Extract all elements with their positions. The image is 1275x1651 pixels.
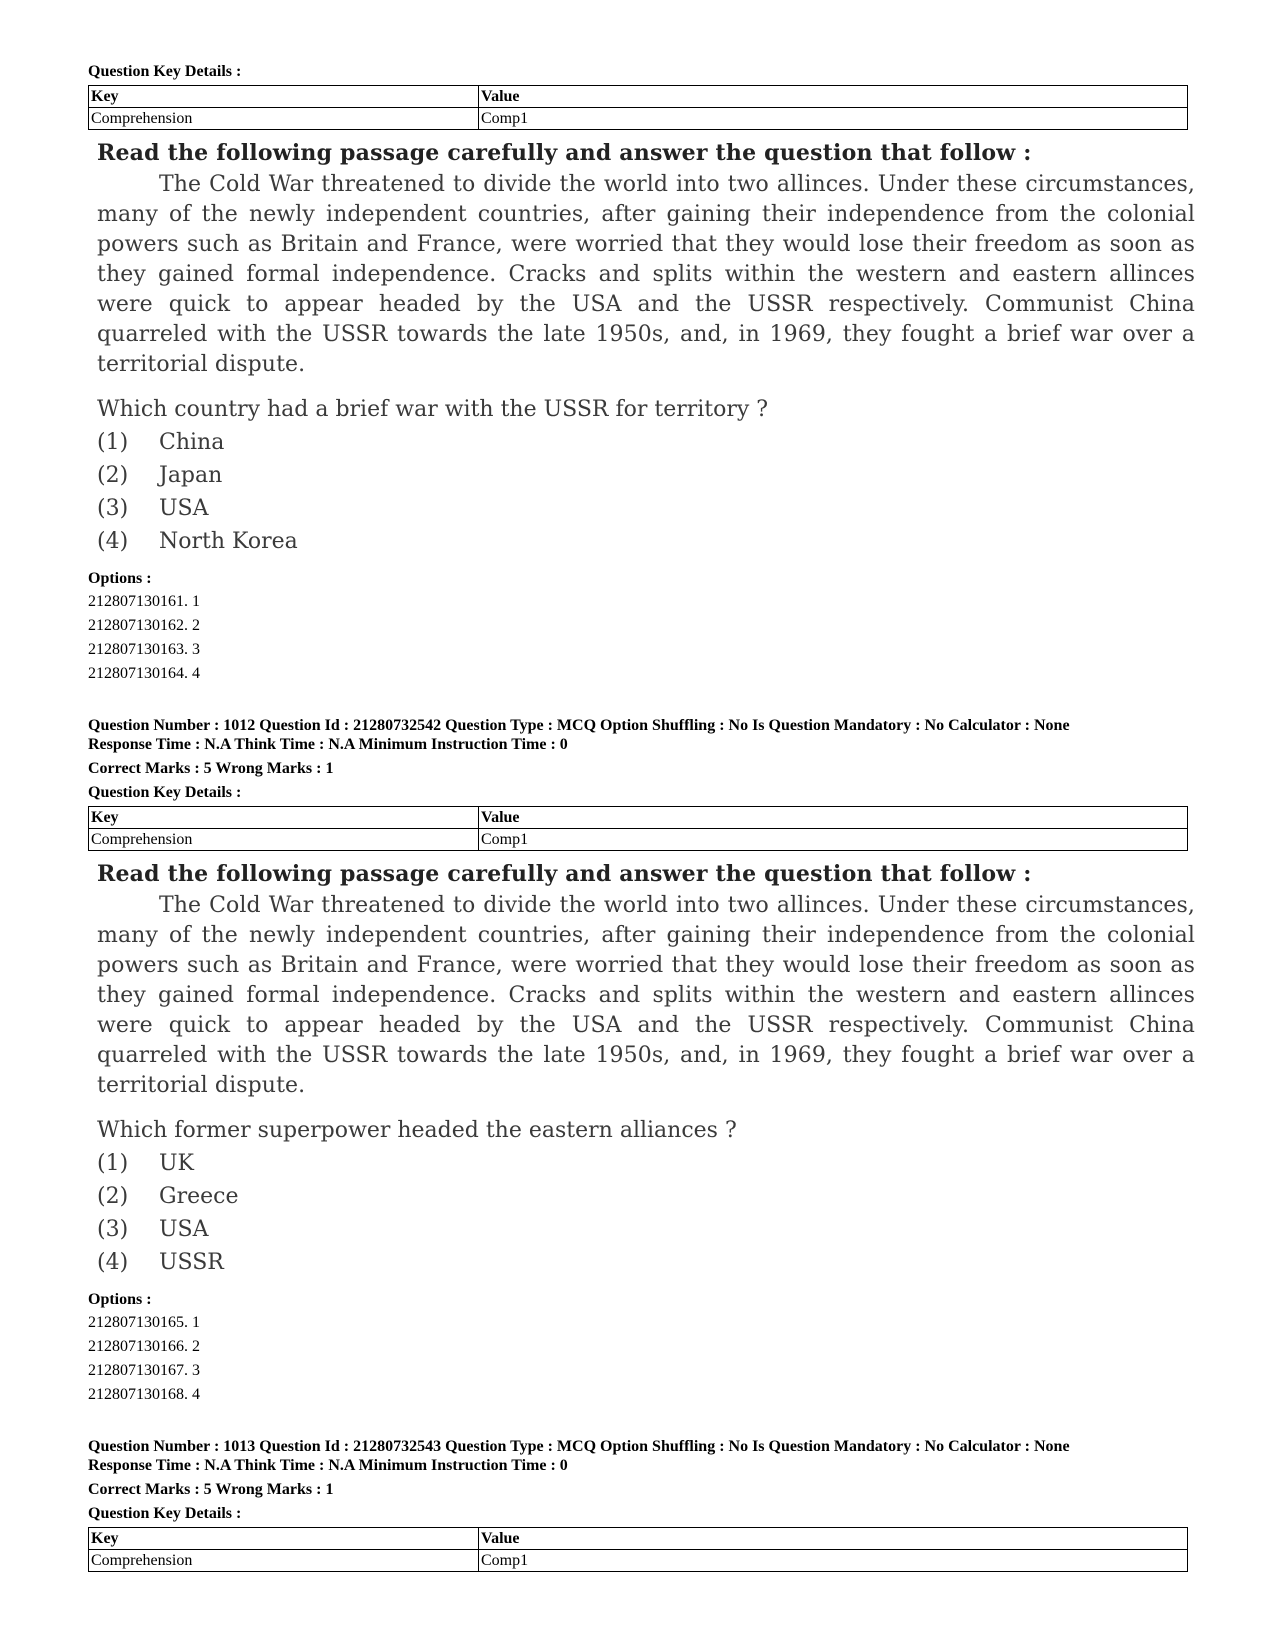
choice-number: (1) <box>97 1151 129 1176</box>
choice-item <box>97 1213 1195 1246</box>
passage-body: The Cold War threatened to divide the world into two allinces. Under these circumstances, many of the newly independent countries, after gaining their independence from the colonial powers such as Britain and France, were worried that they would lose their freedom as soon as they gained formal independence. Cracks and splits within the western and eastern allinces were quick to appear headed by the USA and the USSR respectively. Communist China quarreled with the USSR towards the late 1950s, and, in 1969, they fought a brief war over a territorial dispute. <box>97 172 1195 377</box>
choice-text: UK <box>159 1151 194 1176</box>
option-id-line: 212807130168. 4 <box>88 1386 200 1403</box>
choice-number: (2) <box>97 1184 129 1209</box>
choice-number: (4) <box>97 529 129 554</box>
choice-number: (4) <box>97 1250 129 1275</box>
passage-heading: Read the following passage carefully and answer the question that follow : <box>97 140 1032 166</box>
value-header: Value <box>479 1528 1188 1550</box>
option-id-line: 212807130166. 2 <box>88 1338 200 1355</box>
choice-item <box>97 1180 1195 1213</box>
key-details-label: Question Key Details : <box>88 63 242 80</box>
key-header: Key <box>89 807 479 829</box>
key-cell: Comprehension <box>89 108 479 130</box>
choice-number: (1) <box>97 430 129 455</box>
choice-item <box>97 459 1195 492</box>
value-header: Value <box>479 86 1188 108</box>
question-text: Which country had a brief war with the USSR for territory ? <box>97 397 769 422</box>
choice-text: USSR <box>159 1250 224 1275</box>
comprehension-passage-image <box>97 857 1195 1279</box>
option-id-line: 212807130167. 3 <box>88 1362 200 1379</box>
choice-text: USA <box>159 496 209 521</box>
passage-body: The Cold War threatened to divide the world into two allinces. Under these circumstances, many of the newly independent countries, after gaining their independence from the colonial powers such as Britain and France, were worried that they would lose their freedom as soon as they gained formal independence. Cracks and splits within the western and eastern allinces were quick to appear headed by the USA and the USSR respectively. Communist China quarreled with the USSR towards the late 1950s, and, in 1969, they fought a brief war over a territorial dispute. <box>97 893 1195 1098</box>
choice-item <box>97 525 1195 558</box>
value-cell: Comp1 <box>479 829 1188 851</box>
key-details-table <box>88 85 1188 130</box>
options-label: Options : <box>88 1291 152 1308</box>
passage-heading: Read the following passage carefully and answer the question that follow : <box>97 861 1032 887</box>
question-text: Which former superpower headed the eastern alliances ? <box>97 1118 737 1143</box>
key-cell: Comprehension <box>89 829 479 851</box>
choice-text: North Korea <box>159 529 298 554</box>
option-id-line: 212807130161. 1 <box>88 593 200 610</box>
option-id-line: 212807130164. 4 <box>88 665 200 682</box>
key-details-label: Question Key Details : <box>88 1505 242 1522</box>
question-timing-line: Response Time : N.A Think Time : N.A Minimum Instruction Time : 0 <box>88 736 568 753</box>
option-id-line: 212807130163. 3 <box>88 641 200 658</box>
question-meta-line: Question Number : 1012 Question Id : 21280732542 Question Type : MCQ Option Shuffling : No Is Question Mandatory : No Calculator : None <box>88 717 1070 734</box>
choice-item <box>97 492 1195 525</box>
value-cell: Comp1 <box>479 108 1188 130</box>
question-timing-line: Response Time : N.A Think Time : N.A Minimum Instruction Time : 0 <box>88 1457 568 1474</box>
option-id-line: 212807130162. 2 <box>88 617 200 634</box>
question-block-1013 <box>88 1437 1188 1572</box>
choice-text: Greece <box>159 1184 239 1209</box>
table-row <box>89 108 1188 130</box>
key-cell: Comprehension <box>89 1550 479 1572</box>
marks-line: Correct Marks : 5 Wrong Marks : 1 <box>88 1481 334 1498</box>
question-block-1012 <box>88 716 1195 1407</box>
choice-item <box>97 1246 1195 1279</box>
marks-line: Correct Marks : 5 Wrong Marks : 1 <box>88 760 334 777</box>
table-row <box>89 1550 1188 1572</box>
key-details-table <box>88 1527 1188 1572</box>
key-header: Key <box>89 86 479 108</box>
table-header-row <box>89 807 1188 829</box>
option-id-line: 212807130165. 1 <box>88 1314 200 1331</box>
table-header-row <box>89 1528 1188 1550</box>
comprehension-passage-image <box>97 136 1195 558</box>
value-cell: Comp1 <box>479 1550 1188 1572</box>
choice-text: Japan <box>159 463 223 488</box>
choice-item <box>97 426 1195 459</box>
choice-text: China <box>159 430 225 455</box>
table-header-row <box>89 86 1188 108</box>
question-block-1011 <box>88 62 1195 686</box>
document-page <box>88 62 1195 1578</box>
choice-number: (3) <box>97 496 129 521</box>
key-details-table <box>88 806 1188 851</box>
question-meta-line: Question Number : 1013 Question Id : 21280732543 Question Type : MCQ Option Shuffling : No Is Question Mandatory : No Calculator : None <box>88 1438 1070 1455</box>
table-row <box>89 829 1188 851</box>
choice-text: USA <box>159 1217 209 1242</box>
choice-number: (3) <box>97 1217 129 1242</box>
value-header: Value <box>479 807 1188 829</box>
choice-item <box>97 1147 1195 1180</box>
options-label: Options : <box>88 570 152 587</box>
key-details-label: Question Key Details : <box>88 784 242 801</box>
key-header: Key <box>89 1528 479 1550</box>
choice-number: (2) <box>97 463 129 488</box>
